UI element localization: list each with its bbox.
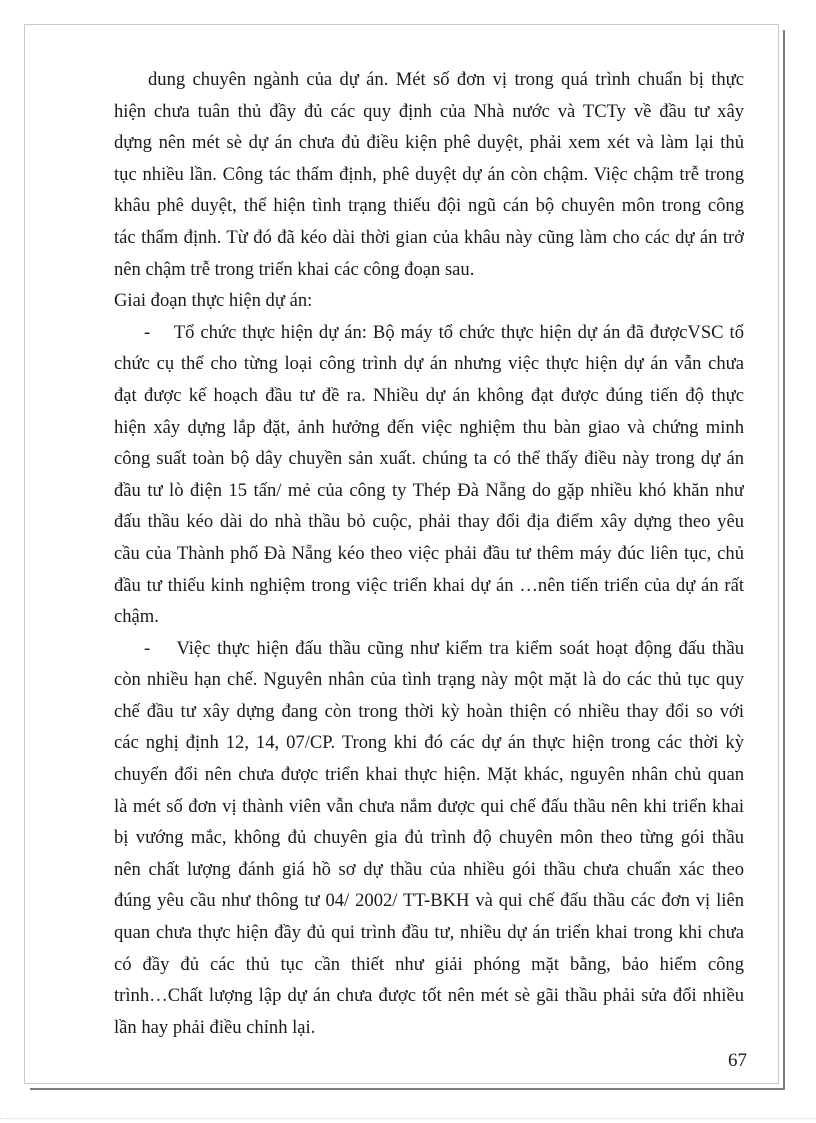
text-line: có đầy đủ các thủ tục cần thiết như giải phóng mặt bằng, bảo hiểm công [114, 953, 744, 975]
text-line: bị vướng mắc, không đủ chuyên gia đủ trình độ chuyên môn theo từng gói thầu [114, 827, 744, 849]
text-line: đúng yêu cầu như thông tư 04/ 2002/ TT-BKH và qui chế đấu thầu các đơn vị liên [114, 890, 744, 912]
text-line: nên chậm trễ trong triển khai các công đoạn sau. [114, 258, 475, 280]
text-line: quan chưa thực hiện đầy đủ qui trình đầu tư, nhiều dự án triển khai trong khi chưa [114, 922, 744, 944]
page-number: 67 [728, 1050, 747, 1071]
text-line: hiện xây dựng lắp đặt, ảnh hưởng đến việc nghiệm thu bàn giao và chứng minh [114, 416, 744, 438]
text-line: các nghị định 12, 14, 07/CP. Trong khi đó các dự án thực hiện trong các thời kỳ [114, 732, 744, 754]
text-line: hiện chưa tuân thủ đầy đủ các quy định của Nhà nước và TCTy về đầu tư xây [114, 100, 744, 122]
text-line: nên chất lượng đánh giá hồ sơ dự thầu của nhiều gói thầu chưa chuẩn xác theo [114, 858, 744, 880]
text-line: là mét số đơn vị thành viên vẫn chưa nắm được qui chế đấu thầu nên khi triển khai [114, 795, 744, 817]
text-line: trình…Chất lượng lập dự án chưa được tốt nên mét sè gãi thầu phải sửa đổi nhiều [114, 985, 744, 1007]
text-line: chế đầu tư xây dựng đang còn trong thời kỳ hoàn thiện có nhiều thay đổi so với [114, 700, 744, 722]
text-line: dung chuyên ngành của dự án. Mét số đơn vị trong quá trình chuẩn bị thực [148, 69, 744, 90]
document-body [114, 64, 744, 1043]
text-line: đầu tư thiếu kinh nghiệm trong việc triển khai dự án …nên tiến triển của dự án rất [114, 574, 744, 596]
text-line: công suất toàn bộ dây chuyền sản xuất. chúng ta có thể thấy điều này trong dự án [114, 448, 744, 470]
section-heading: Giai đoạn thực hiện dự án: [114, 290, 313, 312]
text-line: chức cụ thể cho từng loại công trình dự án nhưng việc thực hiện dự án vẫn chưa [114, 353, 744, 375]
text-line: chậm. [114, 606, 159, 628]
text-line: tác thẩm định. Từ đó đã kéo dài thời gian của khâu này cũng làm cho các dự án trở [114, 226, 744, 248]
text-line: khâu phê duyệt, thể hiện tình trạng thiếu đội ngũ cán bộ chuyên môn trong công [114, 195, 744, 217]
text-line: lần hay phải điều chỉnh lại. [114, 1016, 316, 1038]
bullet-line: - Tổ chức thực hiện dự án: Bộ máy tổ chức thực hiện dự án đã đượcVSC tổ [144, 321, 744, 343]
text-line: tục nhiều lần. Công tác thẩm định, phê duyệt dự án còn chậm. Việc chậm trễ trong [114, 163, 744, 185]
text-line: đạt được kế hoạch đầu tư đề ra. Nhiều dự án không đạt được đúng tiến độ thực [114, 384, 744, 406]
text-line: đầu tư lò điện 15 tấn/ mẻ của công ty Thép Đà Nẵng do gặp nhiều khó khăn như [114, 479, 744, 501]
text-line: chuyển đổi nên chưa được triển khai thực hiện. Mặt khác, nguyên nhân chủ quan [114, 764, 744, 786]
text-line: dựng nên mét sè dự án chưa đủ điều kiện phê duyệt, phải xem xét và làm lại thủ [114, 132, 744, 154]
text-line: cầu của Thành phố Đà Nẵng kéo theo việc phải đầu tư thêm máy đúc liên tục, chủ [114, 542, 744, 564]
text-line: đấu thầu kéo dài do nhà thầu bỏ cuộc, phải thay đổi địa điểm xây dựng theo yêu [114, 511, 744, 533]
text-line: còn nhiều hạn chế. Nguyên nhân của tình trạng này một mặt là do các thủ tục quy [114, 669, 744, 691]
page-edge-divider [0, 1118, 816, 1119]
bullet-line: - Việc thực hiện đấu thầu cũng như kiểm tra kiểm soát hoạt động đấu thầu [144, 637, 744, 659]
